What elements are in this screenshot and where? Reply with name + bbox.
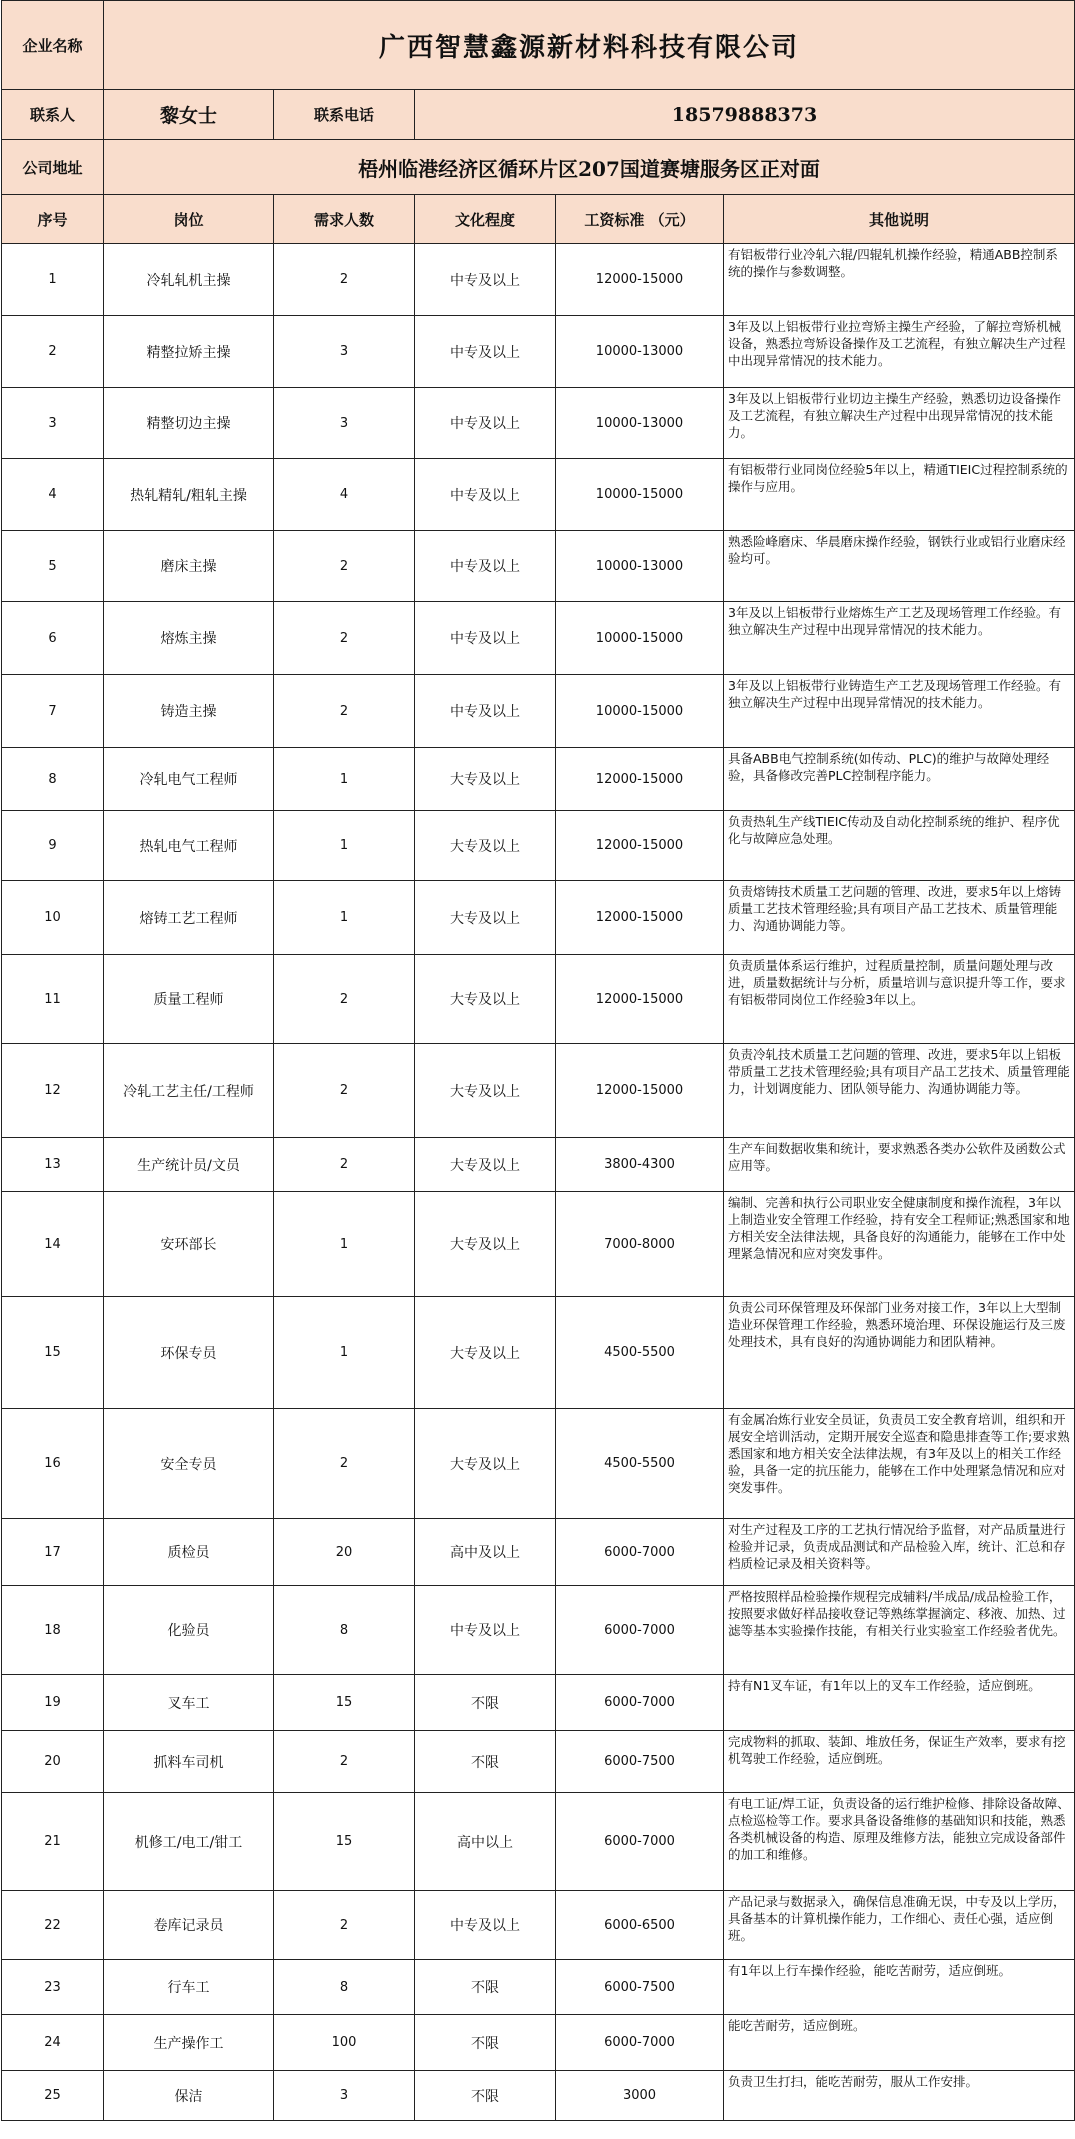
job-notes	[724, 675, 1075, 748]
job-position: 叉车工	[104, 1675, 274, 1731]
job-notes-text: 对生产过程及工序的工艺执行情况给予监督，对产品质量进行检验并记录，负责成品测试和产品检验入库，统计、汇总和存档质检记录及相关资料等。	[728, 1522, 1066, 1571]
company-name-row	[2, 1, 1075, 90]
job-notes	[724, 388, 1075, 459]
job-position: 化验员	[104, 1586, 274, 1675]
job-notes-text: 负责热轧生产线TIEIC传动及自动化控制系统的维护、程序优化与故障应急处理。	[728, 814, 1060, 846]
job-row	[2, 531, 1075, 602]
job-notes	[724, 531, 1075, 602]
job-row	[2, 316, 1075, 388]
job-position: 铸造主操	[104, 675, 274, 748]
job-count: 3	[274, 388, 415, 459]
job-position: 热轧电气工程师	[104, 811, 274, 881]
job-count: 15	[274, 1675, 415, 1731]
job-notes	[724, 1409, 1075, 1519]
job-position: 熔铸工艺工程师	[104, 881, 274, 955]
job-education: 中专及以上	[415, 1891, 556, 1960]
job-notes	[724, 1960, 1075, 2015]
job-salary: 10000-13000	[556, 388, 724, 459]
job-row	[2, 1793, 1075, 1891]
job-salary: 7000-8000	[556, 1192, 724, 1297]
job-position: 质量工程师	[104, 955, 274, 1044]
job-notes	[724, 1138, 1075, 1192]
job-notes	[724, 1793, 1075, 1891]
job-position: 磨床主操	[104, 531, 274, 602]
job-education: 大专及以上	[415, 881, 556, 955]
job-notes	[724, 316, 1075, 388]
job-count: 1	[274, 748, 415, 811]
job-notes	[724, 1675, 1075, 1731]
job-notes-text: 具备ABB电气控制系统(如传动、PLC)的维护与故障处理经验，具备修改完善PLC控制程序能力。	[728, 751, 1050, 783]
job-position: 熔炼主操	[104, 602, 274, 675]
company-name-label: 企业名称	[2, 1, 104, 90]
job-notes	[724, 244, 1075, 316]
job-salary: 4500-5500	[556, 1409, 724, 1519]
job-row	[2, 2071, 1075, 2121]
job-row	[2, 1675, 1075, 1731]
job-notes-text: 负责冷轧技术质量工艺问题的管理、改进，要求5年以上铝板带质量工艺技术管理经验;具有项目产品工艺技术、质量管理能力，计划调度能力、团队领导能力、沟通协调能力等。	[728, 1047, 1070, 1096]
col-header-count: 需求人数	[274, 195, 415, 244]
job-seq: 19	[2, 1675, 104, 1731]
job-salary: 12000-15000	[556, 955, 724, 1044]
job-seq: 24	[2, 2015, 104, 2071]
job-position: 冷轧轧机主操	[104, 244, 274, 316]
company-address: 梧州临港经济区循环片区207国道赛塘服务区正对面	[104, 140, 1075, 195]
job-seq: 22	[2, 1891, 104, 1960]
job-salary: 12000-15000	[556, 881, 724, 955]
address-row	[2, 140, 1075, 195]
job-salary: 6000-7000	[556, 1586, 724, 1675]
job-notes-text: 负责公司环保管理及环保部门业务对接工作，3年以上大型制造业环保管理工作经验，熟悉环境治理、环保设施运行及三废处理技术，具有良好的沟通协调能力和团队精神。	[728, 1300, 1066, 1349]
job-notes	[724, 955, 1075, 1044]
job-seq: 9	[2, 811, 104, 881]
job-salary: 12000-15000	[556, 244, 724, 316]
job-salary: 6000-7500	[556, 1731, 724, 1793]
job-salary: 12000-15000	[556, 811, 724, 881]
job-notes	[724, 1891, 1075, 1960]
job-row	[2, 1297, 1075, 1409]
col-header-salary: 工资标准 （元）	[556, 195, 724, 244]
job-education: 大专及以上	[415, 1192, 556, 1297]
job-count: 2	[274, 602, 415, 675]
job-notes	[724, 1297, 1075, 1409]
job-count: 8	[274, 1586, 415, 1675]
job-position: 行车工	[104, 1960, 274, 2015]
col-header-notes: 其他说明	[724, 195, 1075, 244]
job-position: 生产操作工	[104, 2015, 274, 2071]
job-education: 大专及以上	[415, 1044, 556, 1138]
job-count: 2	[274, 675, 415, 748]
job-seq: 7	[2, 675, 104, 748]
job-education: 大专及以上	[415, 811, 556, 881]
job-notes	[724, 1192, 1075, 1297]
job-notes-text: 熟悉险峰磨床、华晨磨床操作经验，钢铁行业或铝行业磨床经验均可。	[728, 534, 1066, 566]
job-position: 精整切边主操	[104, 388, 274, 459]
job-seq: 23	[2, 1960, 104, 2015]
job-notes-text: 有金属冶炼行业安全员证，负责员工安全教育培训，组织和开展安全培训活动，定期开展安全巡查和隐患排查等工作;要求熟悉国家和地方相关安全法律法规，有3年及以上的相关工作经验，具备一定的抗压能力，能够在工作中处理紧急情况和应对突发事件。	[728, 1412, 1070, 1495]
job-count: 1	[274, 881, 415, 955]
job-education: 中专及以上	[415, 675, 556, 748]
job-row	[2, 459, 1075, 531]
job-seq: 11	[2, 955, 104, 1044]
job-count: 2	[274, 1891, 415, 1960]
job-count: 2	[274, 1138, 415, 1192]
job-row	[2, 1409, 1075, 1519]
contact-row	[2, 90, 1075, 140]
job-notes-text: 完成物料的抓取、装卸、堆放任务，保证生产效率，要求有挖机驾驶工作经验，适应倒班。	[728, 1734, 1066, 1766]
job-row	[2, 881, 1075, 955]
job-count: 15	[274, 1793, 415, 1891]
job-seq: 8	[2, 748, 104, 811]
col-header-position: 岗位	[104, 195, 274, 244]
job-education: 不限	[415, 1731, 556, 1793]
job-count: 2	[274, 1731, 415, 1793]
job-row	[2, 1960, 1075, 2015]
job-notes	[724, 1519, 1075, 1586]
job-row	[2, 2015, 1075, 2071]
job-education: 中专及以上	[415, 388, 556, 459]
job-position: 冷轧工艺主任/工程师	[104, 1044, 274, 1138]
col-header-seq: 序号	[2, 195, 104, 244]
job-row	[2, 1586, 1075, 1675]
job-education: 不限	[415, 1675, 556, 1731]
job-count: 2	[274, 531, 415, 602]
job-salary: 6000-6500	[556, 1891, 724, 1960]
contact-label: 联系人	[2, 90, 104, 140]
job-notes	[724, 1731, 1075, 1793]
job-salary: 12000-15000	[556, 748, 724, 811]
job-education: 中专及以上	[415, 316, 556, 388]
job-position: 冷轧电气工程师	[104, 748, 274, 811]
job-count: 1	[274, 1297, 415, 1409]
job-notes-text: 编制、完善和执行公司职业安全健康制度和操作流程，3年以上制造业安全管理工作经验，持有安全工程师证;熟悉国家和地方相关安全法律法规，具备良好的沟通能力，能够在工作中处理紧急情况和应对突发事件。	[728, 1195, 1070, 1261]
job-notes	[724, 1044, 1075, 1138]
phone-number: 18579888373	[415, 90, 1075, 140]
job-seq: 13	[2, 1138, 104, 1192]
job-seq: 21	[2, 1793, 104, 1891]
job-seq: 5	[2, 531, 104, 602]
job-count: 2	[274, 1409, 415, 1519]
job-notes	[724, 881, 1075, 955]
job-salary: 6000-7000	[556, 1793, 724, 1891]
job-count: 2	[274, 955, 415, 1044]
job-salary: 10000-15000	[556, 459, 724, 531]
job-education: 中专及以上	[415, 531, 556, 602]
job-notes-text: 有铝板带行业冷轧六辊/四辊轧机操作经验，精通ABB控制系统的操作与参数调整。	[728, 247, 1058, 279]
job-notes-text: 产品记录与数据录入，确保信息准确无误，中专及以上学历，具备基本的计算机操作能力，工作细心、责任心强，适应倒班。	[728, 1894, 1066, 1943]
job-seq: 14	[2, 1192, 104, 1297]
job-row	[2, 1519, 1075, 1586]
job-notes	[724, 602, 1075, 675]
job-seq: 12	[2, 1044, 104, 1138]
job-salary: 6000-7000	[556, 1675, 724, 1731]
job-position: 抓料车司机	[104, 1731, 274, 1793]
job-notes-text: 3年及以上铝板带行业切边主操生产经验，熟悉切边设备操作及工艺流程，有独立解决生产过程中出现异常情况的技术能力。	[728, 391, 1061, 440]
job-education: 大专及以上	[415, 1138, 556, 1192]
job-seq: 3	[2, 388, 104, 459]
job-seq: 2	[2, 316, 104, 388]
job-education: 大专及以上	[415, 748, 556, 811]
job-salary: 10000-15000	[556, 675, 724, 748]
job-education: 高中以上	[415, 1793, 556, 1891]
job-salary: 10000-15000	[556, 602, 724, 675]
job-seq: 4	[2, 459, 104, 531]
job-count: 20	[274, 1519, 415, 1586]
job-salary: 4500-5500	[556, 1297, 724, 1409]
job-count: 3	[274, 316, 415, 388]
job-notes-text: 3年及以上铝板带行业铸造生产工艺及现场管理工作经验。有独立解决生产过程中出现异常情况的技术能力。	[728, 678, 1061, 710]
job-education: 高中及以上	[415, 1519, 556, 1586]
job-education: 大专及以上	[415, 955, 556, 1044]
job-row	[2, 1138, 1075, 1192]
job-education: 中专及以上	[415, 1586, 556, 1675]
job-seq: 15	[2, 1297, 104, 1409]
job-education: 大专及以上	[415, 1297, 556, 1409]
job-count: 1	[274, 1192, 415, 1297]
job-notes	[724, 748, 1075, 811]
job-notes	[724, 459, 1075, 531]
job-row	[2, 748, 1075, 811]
job-salary: 6000-7000	[556, 1519, 724, 1586]
job-count: 3	[274, 2071, 415, 2121]
job-salary: 3800-4300	[556, 1138, 724, 1192]
job-seq: 16	[2, 1409, 104, 1519]
phone-label: 联系电话	[274, 90, 415, 140]
job-count: 100	[274, 2015, 415, 2071]
job-education: 不限	[415, 2071, 556, 2121]
job-row	[2, 811, 1075, 881]
job-education: 中专及以上	[415, 244, 556, 316]
contact-person: 黎女士	[104, 90, 274, 140]
column-header-row	[2, 195, 1075, 244]
job-position: 精整拉矫主操	[104, 316, 274, 388]
job-education: 大专及以上	[415, 1409, 556, 1519]
job-notes-text: 有1年以上行车操作经验，能吃苦耐劳，适应倒班。	[728, 1963, 1011, 1978]
job-seq: 18	[2, 1586, 104, 1675]
job-notes-text: 负责熔铸技术质量工艺问题的管理、改进，要求5年以上熔铸质量工艺技术管理经验;具有项目产品工艺技术、质量管理能力、沟通协调能力等。	[728, 884, 1061, 933]
job-table	[1, 0, 1075, 2121]
job-row	[2, 1044, 1075, 1138]
job-education: 不限	[415, 1960, 556, 2015]
job-position: 热轧精轧/粗轧主操	[104, 459, 274, 531]
job-position: 环保专员	[104, 1297, 274, 1409]
job-salary: 6000-7500	[556, 1960, 724, 2015]
job-count: 2	[274, 1044, 415, 1138]
job-notes-text: 负责卫生打扫，能吃苦耐劳，服从工作安排。	[728, 2074, 979, 2089]
job-notes-text: 负责质量体系运行维护，过程质量控制，质量问题处理与改进，质量数据统计与分析，质量培训与意识提升等工作，要求有铝板带同岗位工作经验3年以上。	[728, 958, 1066, 1007]
job-position: 安全专员	[104, 1409, 274, 1519]
company-name: 广西智慧鑫源新材料科技有限公司	[104, 1, 1075, 90]
job-position: 机修工/电工/钳工	[104, 1793, 274, 1891]
job-salary: 10000-13000	[556, 531, 724, 602]
col-header-education: 文化程度	[415, 195, 556, 244]
job-position: 质检员	[104, 1519, 274, 1586]
job-count: 4	[274, 459, 415, 531]
job-row	[2, 955, 1075, 1044]
job-seq: 17	[2, 1519, 104, 1586]
job-salary: 12000-15000	[556, 1044, 724, 1138]
job-position: 安环部长	[104, 1192, 274, 1297]
job-seq: 25	[2, 2071, 104, 2121]
job-count: 2	[274, 244, 415, 316]
job-position: 生产统计员/文员	[104, 1138, 274, 1192]
job-row	[2, 244, 1075, 316]
job-row	[2, 1891, 1075, 1960]
job-row	[2, 602, 1075, 675]
address-label: 公司地址	[2, 140, 104, 195]
job-notes-text: 持有N1叉车证，有1年以上的叉车工作经验，适应倒班。	[728, 1678, 1041, 1693]
job-row	[2, 675, 1075, 748]
job-row	[2, 1731, 1075, 1793]
job-education: 不限	[415, 2015, 556, 2071]
job-row	[2, 1192, 1075, 1297]
job-seq: 1	[2, 244, 104, 316]
job-count: 1	[274, 811, 415, 881]
job-notes-text: 有电工证/焊工证，负责设备的运行维护检修、排除设备故障、点检巡检等工作。要求具备设备维修的基础知识和技能，熟悉各类机械设备的构造、原理及维修方法，能独立完成设备部件的加工和维修。	[728, 1796, 1070, 1862]
job-notes	[724, 2015, 1075, 2071]
job-seq: 6	[2, 602, 104, 675]
job-seq: 10	[2, 881, 104, 955]
job-notes-text: 生产车间数据收集和统计，要求熟悉各类办公软件及函数公式应用等。	[728, 1141, 1066, 1173]
job-notes-text: 3年及以上铝板带行业拉弯矫主操生产经验，了解拉弯矫机械设备，熟悉拉弯矫设备操作及工艺流程，有独立解决生产过程中出现异常情况的技术能力。	[728, 319, 1066, 368]
job-count: 8	[274, 1960, 415, 2015]
job-notes-text: 3年及以上铝板带行业熔炼生产工艺及现场管理工作经验。有独立解决生产过程中出现异常情况的技术能力。	[728, 605, 1061, 637]
job-position: 保洁	[104, 2071, 274, 2121]
job-notes-text: 严格按照样品检验操作规程完成辅料/半成品/成品检验工作，按照要求做好样品接收登记等熟练掌握滴定、移液、加热、过滤等基本实验操作技能，有相关行业实验室工作经验者优先。	[728, 1589, 1066, 1638]
job-notes	[724, 1586, 1075, 1675]
job-salary: 6000-7000	[556, 2015, 724, 2071]
job-notes-text: 有铝板带行业同岗位经验5年以上，精通TIEIC过程控制系统的操作与应用。	[728, 462, 1068, 494]
job-education: 中专及以上	[415, 459, 556, 531]
job-education: 中专及以上	[415, 602, 556, 675]
job-seq: 20	[2, 1731, 104, 1793]
job-notes	[724, 2071, 1075, 2121]
job-salary: 3000	[556, 2071, 724, 2121]
job-salary: 10000-13000	[556, 316, 724, 388]
job-row	[2, 388, 1075, 459]
job-position: 卷库记录员	[104, 1891, 274, 1960]
job-notes-text: 能吃苦耐劳，适应倒班。	[728, 2018, 866, 2033]
job-notes	[724, 811, 1075, 881]
